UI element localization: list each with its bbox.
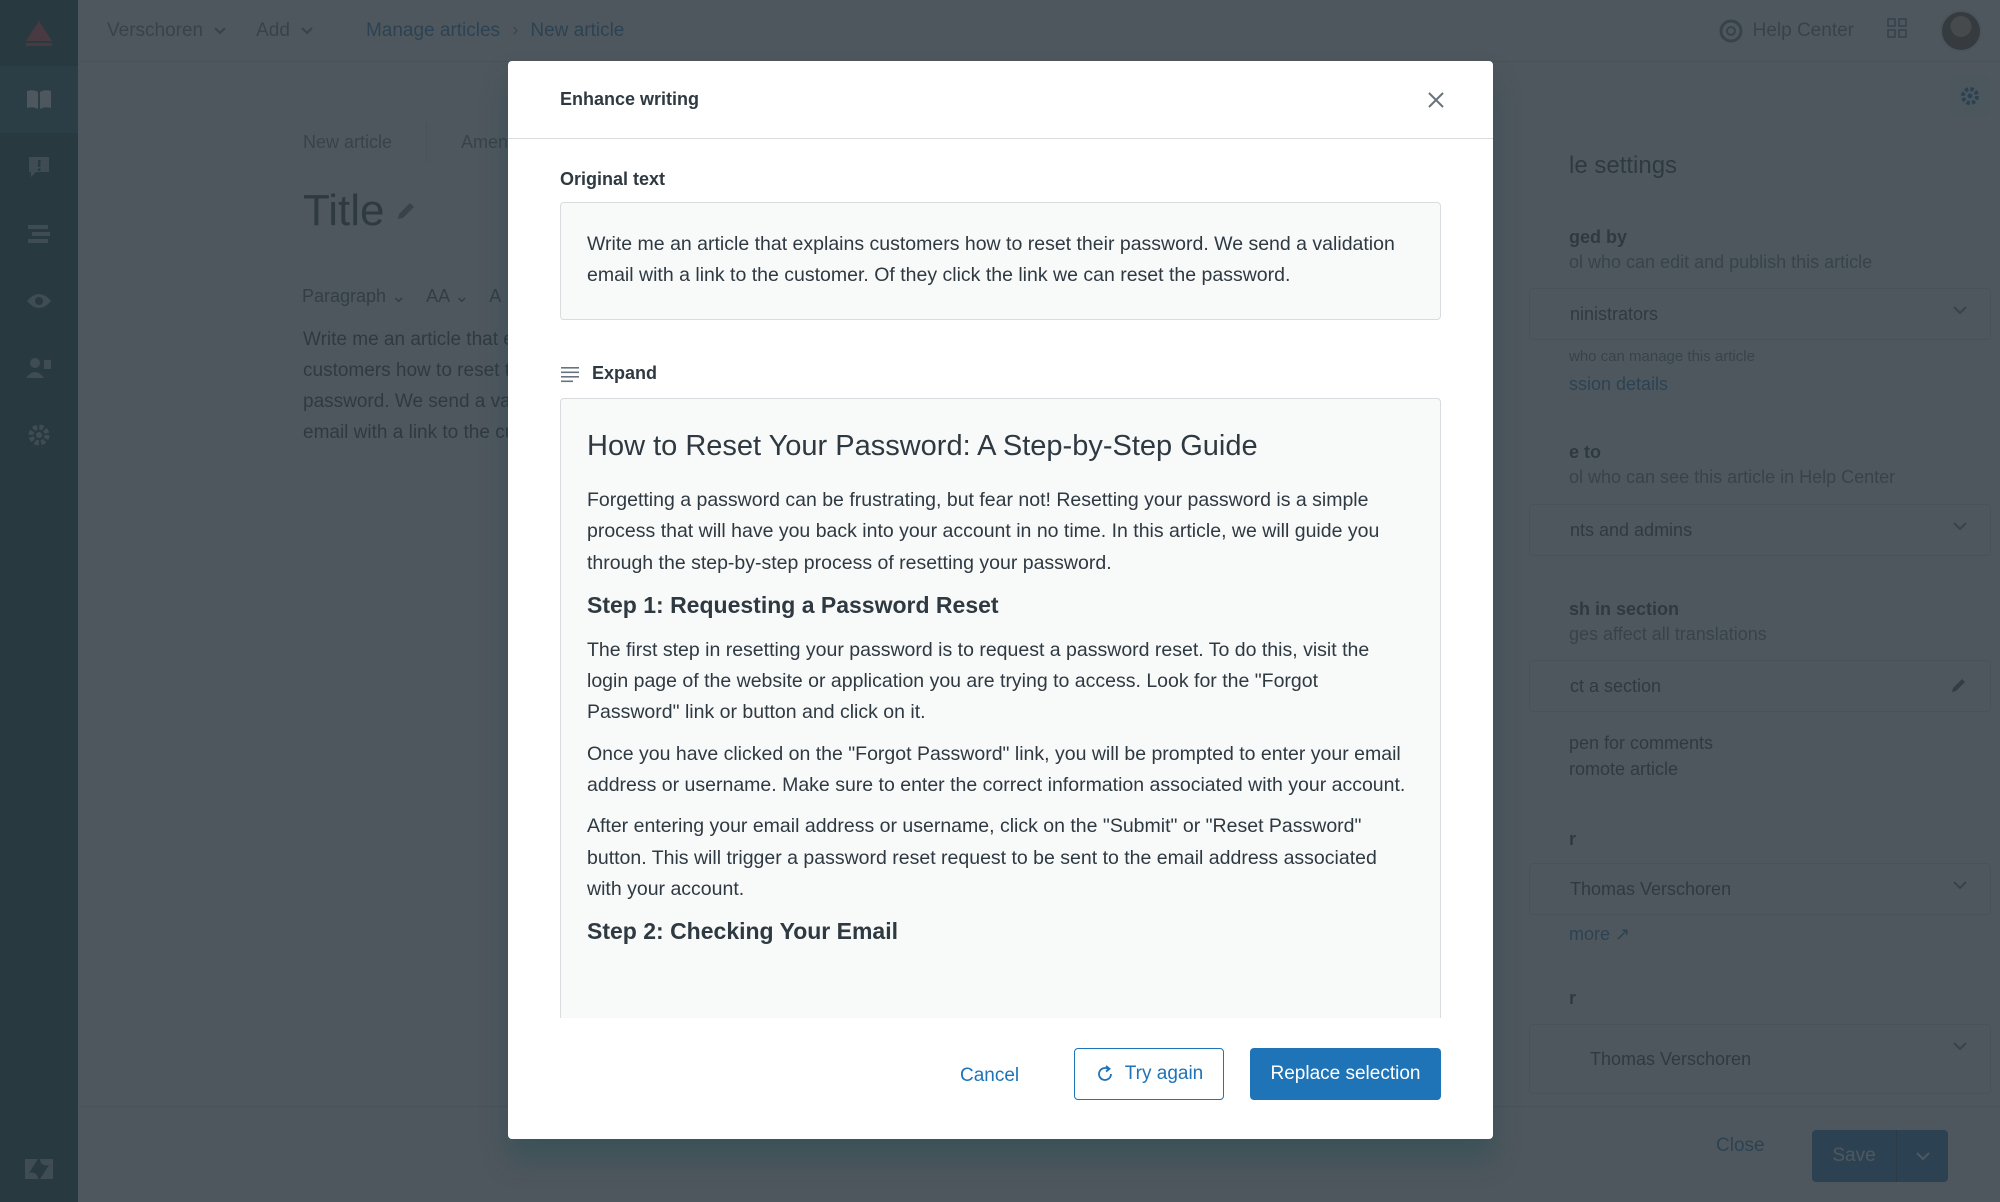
result-intro: Forgetting a password can be frustrating, but fear not! Resetting your password is a simple process that will have you back into your account in no time. In this article, we will guide you through the step-by-step process of resetting your password. [587, 489, 1380, 574]
result-step2-title: Step 2: Checking Your Email [587, 918, 899, 945]
try-again-button[interactable] [1074, 1048, 1224, 1100]
result-heading: How to Reset Your Password: A Step-by-Step Guide [587, 430, 1258, 462]
try-again-label: Try again [1124, 1063, 1204, 1084]
modal-title: Enhance writing [560, 89, 700, 109]
close-icon[interactable] [1423, 87, 1449, 113]
replace-selection-button[interactable]: Replace selection [1250, 1048, 1441, 1100]
result-step1-paragraph-3: After entering your email address or username, click on the "Submit" or "Reset Password" button. This will trigger a password reset request to be sent to the email address associated with your account. [587, 815, 1377, 900]
original-text-heading: Original text [560, 169, 666, 189]
modal-header [508, 61, 1493, 139]
result-step1-paragraph-1: The first step in resetting your password is to request a password reset. To do this, visit the login page of the website or application you are trying to access. Look for the "Forgot Password" link or button and click on it. [587, 638, 1370, 724]
cancel-button[interactable]: Cancel [960, 1065, 1020, 1086]
result-step1-title: Step 1: Requesting a Password Reset [587, 591, 999, 618]
original-text-label [560, 169, 665, 190]
text-lines-icon [560, 365, 580, 383]
enhance-writing-modal [508, 61, 1493, 1139]
refresh-icon [1095, 1064, 1115, 1084]
original-text-box: Write me an article that explains customers how to reset their password. We send a validation email with a link to the customer. Of they click the link we can reset the password. [560, 202, 1441, 320]
expand-heading: Expand [592, 363, 658, 383]
modal-footer [508, 1025, 1493, 1139]
result-step1-paragraph-2: Once you have clicked on the "Forgot Password" link, you will be prompted to enter your email address or username. Make sure to enter the correct information associated with your account. [587, 742, 1406, 797]
enhanced-text-box[interactable] [560, 398, 1441, 1018]
expand-label [560, 363, 657, 384]
